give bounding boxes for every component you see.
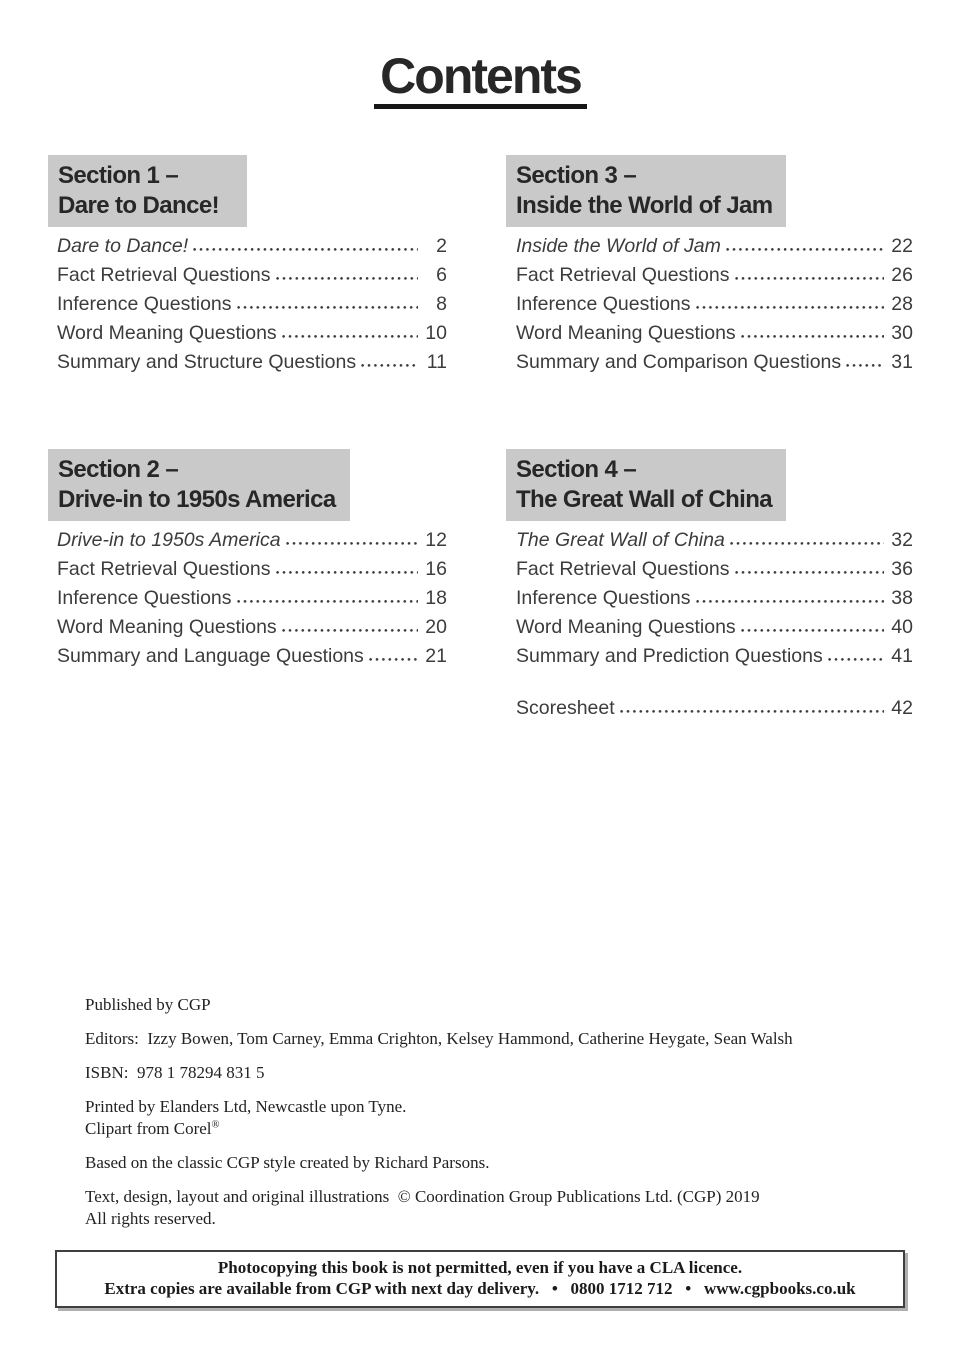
editors-line: Editors: Izzy Bowen, Tom Carney, Emma Crighton, Kelsey Hammond, Catherine Heygate, Sean Walsh (85, 1029, 793, 1048)
clipart-line: Clipart from Corel (85, 1119, 212, 1138)
toc-entry-page: 12 (425, 529, 447, 551)
toc-entry-page: 10 (425, 322, 447, 344)
toc-entry-label: Dare to Dance! (57, 235, 189, 257)
leader-dots (620, 709, 884, 714)
toc-entry-page: 30 (891, 322, 913, 344)
section-entries (57, 235, 447, 380)
toc-entry-page: 36 (891, 558, 913, 580)
toc-entry (516, 697, 913, 726)
section-entries (57, 529, 447, 674)
leader-dots (730, 541, 884, 546)
toc-section-3 (506, 155, 913, 380)
toc-entry-page: 41 (891, 645, 913, 667)
based-on-line: Based on the classic CGP style created by Richard Parsons. (85, 1153, 490, 1172)
toc-entry (516, 293, 913, 322)
toc-entry (57, 587, 447, 616)
leader-dots (735, 276, 884, 281)
toc-entry-page: 20 (425, 616, 447, 638)
standalone-entries (516, 697, 913, 726)
section-heading-line2: Drive-in to 1950s America (58, 486, 336, 513)
rights-line: All rights reserved. (85, 1209, 216, 1228)
toc-entry (57, 293, 447, 322)
leader-dots (696, 305, 884, 310)
toc-entry-label: The Great Wall of China (516, 529, 725, 551)
leader-dots (361, 363, 418, 368)
leader-dots (369, 657, 418, 662)
toc-entry-label: Summary and Language Questions (57, 645, 364, 667)
toc-entry (516, 235, 913, 264)
toc-entry-label: Inside the World of Jam (516, 235, 721, 257)
toc-entry-page: 28 (891, 293, 913, 315)
toc-entry (516, 264, 913, 293)
leader-dots (276, 570, 418, 575)
toc-section-4 (506, 449, 913, 674)
section-heading-line1: Section 2 – (58, 456, 179, 483)
toc-entry (516, 322, 913, 351)
publisher-imprint (85, 994, 961, 1230)
toc-entry-label: Word Meaning Questions (57, 616, 277, 638)
leader-dots (846, 363, 884, 368)
leader-dots (735, 570, 884, 575)
section-heading (506, 155, 786, 227)
toc-entry-label: Summary and Prediction Questions (516, 645, 823, 667)
toc-entry (516, 616, 913, 645)
toc-entry-label: Inference Questions (57, 587, 232, 609)
toc-entry-page: 38 (891, 587, 913, 609)
toc-entry (516, 645, 913, 674)
copyright-lines (85, 1186, 961, 1230)
toc-entry-page: 26 (891, 264, 913, 286)
toc-entry (516, 558, 913, 587)
toc-entry-page: 11 (426, 351, 447, 373)
toc-entry (57, 529, 447, 558)
section-heading-line2: The Great Wall of China (516, 486, 773, 513)
toc-entry-label: Inference Questions (516, 293, 691, 315)
toc-entry-page: 18 (425, 587, 447, 609)
registered-mark: ® (211, 1119, 220, 1131)
toc-entry-label: Fact Retrieval Questions (57, 264, 271, 286)
toc-entry-page: 42 (891, 697, 913, 719)
section-entries (516, 529, 913, 674)
toc-entry (57, 264, 447, 293)
toc-entry-page: 2 (436, 235, 447, 257)
copyright-line: Text, design, layout and original illustrations © Coordination Group Publications Ltd. (CGP) 2019 (85, 1187, 760, 1206)
table-of-contents (48, 155, 961, 726)
toc-entry-label: Fact Retrieval Questions (516, 264, 730, 286)
printed-clipart-lines (85, 1096, 961, 1140)
leader-dots (828, 657, 884, 662)
toc-entry-page: 8 (436, 293, 447, 315)
section-heading-line1: Section 3 – (516, 162, 637, 189)
toc-entry (57, 645, 447, 674)
section-heading (506, 449, 786, 521)
toc-entry-label: Inference Questions (57, 293, 232, 315)
toc-entry-label: Summary and Structure Questions (57, 351, 357, 373)
notice-line-2: Extra copies are available from CGP with next day delivery. • 0800 1712 712 • www.cgpbooks.co.uk (104, 1279, 856, 1298)
section-heading-line2: Dare to Dance! (58, 192, 219, 219)
toc-entry-page: 6 (436, 264, 447, 286)
toc-entry (57, 558, 447, 587)
leader-dots (726, 247, 884, 252)
toc-entry-page: 22 (891, 235, 913, 257)
section-heading-line1: Section 1 – (58, 162, 179, 189)
section-heading-line1: Section 4 – (516, 456, 637, 483)
toc-entry-label: Summary and Comparison Questions (516, 351, 842, 373)
toc-entry-label: Word Meaning Questions (516, 322, 736, 344)
leader-dots (696, 599, 884, 604)
page-title: Contents (374, 50, 587, 109)
section-heading-line2: Inside the World of Jam (516, 192, 773, 219)
toc-entry (516, 587, 913, 616)
leader-dots (282, 334, 418, 339)
photocopy-notice-box (55, 1250, 905, 1308)
isbn-line: ISBN: 978 1 78294 831 5 (85, 1063, 265, 1082)
leader-dots (237, 599, 418, 604)
title-area (0, 0, 961, 109)
toc-section-1 (48, 155, 447, 380)
leader-dots (286, 541, 418, 546)
leader-dots (193, 247, 418, 252)
toc-column-left (48, 155, 447, 674)
toc-entry-label: Fact Retrieval Questions (516, 558, 730, 580)
toc-entry-label: Word Meaning Questions (57, 322, 277, 344)
toc-entry-page: 32 (891, 529, 913, 551)
toc-column-right (506, 155, 913, 726)
toc-entry-page: 40 (891, 616, 913, 638)
toc-entry (57, 351, 447, 380)
section-heading (48, 155, 247, 227)
printed-line: Printed by Elanders Ltd, Newcastle upon Tyne. (85, 1097, 407, 1116)
section-heading (48, 449, 350, 521)
leader-dots (282, 628, 418, 633)
leader-dots (276, 276, 418, 281)
toc-entry-label: Drive-in to 1950s America (57, 529, 281, 551)
leader-dots (741, 334, 884, 339)
toc-entry (57, 235, 447, 264)
toc-entry (516, 529, 913, 558)
toc-entry-label: Scoresheet (516, 697, 615, 719)
toc-entry-page: 31 (891, 351, 913, 373)
toc-entry-label: Word Meaning Questions (516, 616, 736, 638)
toc-entry-label: Inference Questions (516, 587, 691, 609)
leader-dots (237, 305, 418, 310)
notice-line-1: Photocopying this book is not permitted, even if you have a CLA licence. (217, 1258, 743, 1277)
toc-entry-page: 16 (425, 558, 447, 580)
toc-section-2 (48, 449, 447, 674)
section-entries (516, 235, 913, 380)
toc-entry-page: 21 (425, 645, 447, 667)
toc-entry (57, 322, 447, 351)
toc-entry-label: Fact Retrieval Questions (57, 558, 271, 580)
leader-dots (741, 628, 884, 633)
toc-entry (516, 351, 913, 380)
published-line: Published by CGP (85, 995, 211, 1014)
toc-entry (57, 616, 447, 645)
